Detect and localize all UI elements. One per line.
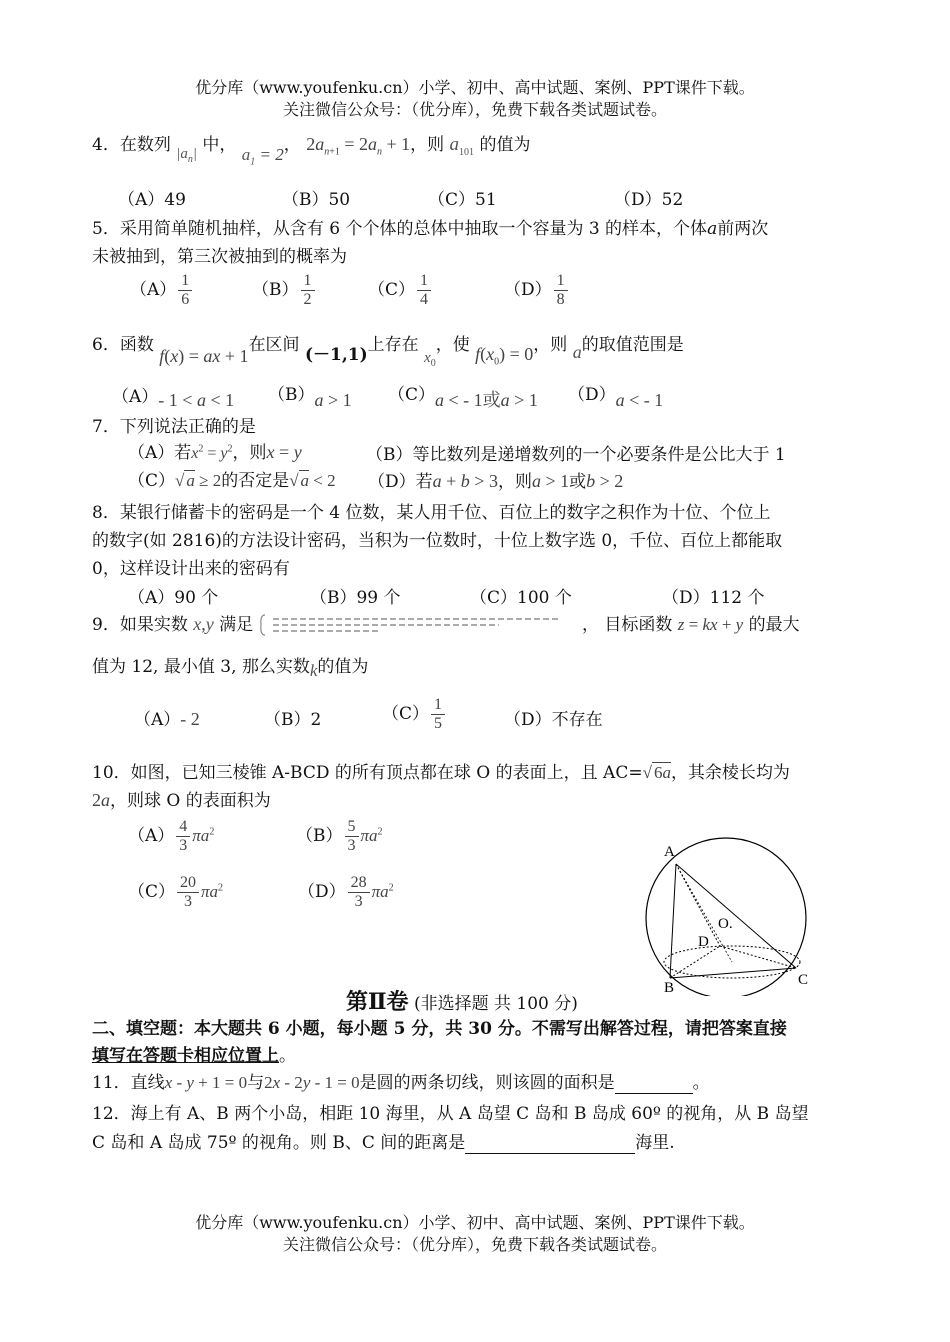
q10-c-fraction (177, 874, 199, 911)
q8-option-b: （B）99 个 (310, 588, 401, 608)
section-2-instruction-line-2 (92, 1041, 296, 1066)
q5-c-fraction (417, 272, 431, 309)
question-5-line-2: 未被抽到，第三次被抽到的概率为 (92, 247, 347, 267)
q10-d-label: （D） (298, 882, 346, 902)
q6-b-formula: a > 1 (314, 390, 352, 410)
question-8-line-2: 的数字(如 2816)的方法设计密码，当积为一位数时，十位上数字选 0，千位、百位上都能取 (92, 531, 783, 551)
label-a: A (664, 844, 675, 860)
q6-d-formula: a < - 1 (615, 390, 664, 410)
q5-a-fraction (178, 272, 192, 309)
edge-ac (676, 864, 796, 968)
q8-option-d: （D）112 个 (662, 588, 765, 608)
label-c: C (798, 972, 809, 988)
q4-option-b: （B）50 (282, 190, 351, 210)
q5-d-den: 8 (556, 291, 565, 308)
q6-interval: (－1,1) (304, 345, 368, 365)
q6-option-c (388, 380, 538, 412)
q6-formula-f: f(x) = ax + 1 (159, 346, 249, 366)
question-8-line-3: 0，这样设计出来的密码有 (92, 559, 290, 579)
q10-line1b: ，其余棱长均为 (670, 763, 790, 783)
q9-c-fraction (431, 696, 445, 733)
q9-option-d: （D）不存在 (504, 710, 603, 730)
q5-line1b: 前两次 (717, 219, 769, 239)
q11-answer-blank[interactable] (615, 1073, 693, 1094)
q6-prefix: 6．函数 (92, 335, 154, 355)
q7-d-formula3: b > 2 (586, 471, 624, 491)
q9-line2b: 的值为 (317, 657, 369, 677)
q7-a-formula2: x = y (266, 442, 302, 462)
q5-c-den: 4 (420, 291, 429, 308)
label-d: D (698, 934, 709, 950)
q12-line2a: C 岛和 A 岛成 75º 的视角。则 B、C 间的距离是 (92, 1133, 466, 1153)
q9-formula-k: k (309, 661, 318, 680)
q5-c-num: 1 (417, 272, 431, 291)
q5-b-num: 1 (301, 272, 315, 291)
q9-t2: ， 目标函数 (581, 615, 673, 635)
question-5-line-1 (92, 214, 768, 239)
q10-c-den: 3 (184, 893, 193, 910)
q11-t2: 是圆的两条切线，则该圆的面积是 (359, 1073, 615, 1093)
q7-a-pre: （A）若 (128, 443, 192, 463)
q6-t5: 的取值范围是 (581, 335, 684, 355)
q4-formula-a101: $a_{101}$ (449, 134, 475, 158)
q6-c-formula: a < - 1或a > 1 (435, 390, 538, 410)
q7-d-mid: ，则 (497, 472, 532, 492)
q10-formula-2a: 2a (92, 790, 110, 810)
question-12-line-2 (92, 1128, 675, 1154)
section-2-instruction-line-1: 二、填空题：本大题共 6 小题，每小题 5 分，共 30 分。不需写出解答过程，请把答案直接 (92, 1019, 787, 1039)
q6-formula-x0: $x_0$ (424, 350, 436, 369)
q10-d-pi-a2: $\pi a^2$ (371, 882, 394, 901)
q9-formula-xy: x (193, 614, 202, 634)
q4-prefix: 4．在数列 (92, 135, 171, 155)
q6-t3: ，使 (435, 335, 470, 355)
q6-b-label: （B） (268, 385, 315, 405)
q10-c-pi-a2: $\pi a^2$ (201, 882, 224, 901)
q10-a-pi-a2: $\pi a^2$ (192, 826, 215, 845)
q6-t1: 在区间 (248, 335, 300, 355)
q5-b-fraction (301, 272, 315, 309)
q6-t2: 上存在 (367, 335, 419, 355)
q12-line2b: 海里. (635, 1133, 675, 1153)
section-2-heading (346, 985, 578, 1016)
q7-option-b: （B）等比数列是递增数列的一个必要条件是公比大于 1 (366, 445, 786, 465)
q10-a-fraction (176, 818, 190, 855)
q10-line1a: 10．如图，已知三棱锥 A-BCD 的所有顶点都在球 O 的表面上，且 AC= (92, 763, 643, 783)
q8-option-c: （C）100 个 (470, 588, 572, 608)
q6-d-label: （D） (568, 385, 616, 405)
question-9-line-1 (92, 610, 800, 638)
q9-c-label: （C） (382, 704, 430, 724)
q9-line2a: 值为 12, 最小值 3, 那么实数 (92, 657, 310, 677)
q9-option-b: （B）2 (264, 710, 322, 730)
q10-a-label: （A） (128, 826, 175, 846)
instr2-end: 。 (279, 1046, 296, 1066)
question-8-line-1: 8．某银行储蓄卡的密码是一个 4 位数，某人用千位、百位上的数字之积作为十位、个位上 (92, 503, 771, 523)
q6-option-a (112, 382, 234, 411)
label-o: O. (718, 916, 733, 932)
q7-option-a (128, 438, 302, 463)
q8-option-a: （A）90 个 (128, 588, 219, 608)
q10-option-c (128, 874, 223, 911)
question-7-title: 7．下列说法正确的是 (92, 417, 256, 437)
section-2-subtitle: (非选择题 共 100 分) (413, 994, 578, 1014)
q4-seq-formula: $|a_n|$ (176, 146, 197, 165)
q12-answer-blank[interactable] (465, 1133, 635, 1154)
edge-ab (670, 864, 676, 978)
q6-option-d (568, 380, 663, 411)
q7-c-formula1: √ a ≥ 2 (175, 471, 222, 490)
q7-a-mid: ，则 (232, 443, 267, 463)
q5-c-label: （C） (368, 280, 416, 300)
question-10-line-1 (92, 758, 790, 783)
q5-option-d (504, 272, 570, 309)
q9-option-c (382, 696, 447, 733)
q11-t1: 与 (247, 1073, 265, 1093)
q4-option-a: （A）49 (118, 190, 186, 210)
q10-c-num: 20 (177, 874, 199, 893)
q6-a-formula: - 1 < a < 1 (158, 390, 235, 410)
q9-a-label: （A） (134, 710, 181, 730)
q9-a-formula: - 2 (180, 709, 200, 729)
q5-line1: 5．采用简单随机抽样，从含有 6 个个体的总体中抽取一个容量为 3 的样本，个体 (92, 219, 708, 239)
q11-end: 。 (692, 1073, 710, 1093)
q7-option-d (368, 467, 623, 492)
question-6 (92, 330, 684, 369)
q9-comma: , (201, 614, 206, 634)
q10-b-fraction (345, 818, 359, 855)
q6-formula-a: a (572, 342, 582, 362)
header-line-2: 关注微信公众号：（优分库），免费下载各类试题试卷。 (282, 100, 667, 119)
q5-b-label: （B） (252, 280, 299, 300)
q9-t3: 的最大 (748, 615, 800, 635)
q9-option-a (134, 705, 200, 730)
q6-c-or: 或 (482, 390, 501, 410)
q10-a-den: 3 (179, 837, 188, 854)
q4-suffix: 的值为 (479, 135, 531, 155)
q4-mid1: 中， (202, 135, 237, 155)
q6-c-label: （C） (388, 385, 436, 405)
q10-a-num: 4 (176, 818, 190, 837)
q10-formula-sqrt6a: √ 6a (642, 763, 671, 782)
question-4 (92, 130, 530, 167)
q10-d-fraction (348, 874, 370, 911)
edge-dc (720, 946, 796, 968)
q4-mid3: ，则 (410, 135, 445, 155)
q11-prefix: 11．直线 (92, 1073, 165, 1093)
q5-option-b (252, 272, 317, 309)
q5-d-label: （D） (504, 280, 552, 300)
q7-d-or: 或 (569, 472, 587, 492)
q5-var: a (707, 219, 718, 239)
q9-t1: 满足 (219, 615, 254, 635)
q10-b-pi-a2: $\pi a^2$ (360, 826, 383, 845)
q5-a-den: 6 (181, 291, 190, 308)
footer-line-2: 关注微信公众号：（优分库），免费下载各类试题试卷。 (282, 1235, 667, 1254)
edge-bd (670, 946, 720, 978)
question-9-line-2 (92, 652, 368, 681)
q10-d-den: 3 (354, 893, 363, 910)
q6-a-label: （A） (112, 387, 159, 407)
q9-c-num: 1 (431, 696, 445, 715)
q11-formula-line1: x - y + 1 = 0 (164, 1073, 248, 1092)
q4-formula-a1: $a_1 = 2$ (241, 145, 284, 168)
q5-option-a (130, 272, 194, 309)
q7-d-formula2: a > 1 (531, 471, 570, 491)
q7-d-formula1: a + b > 3 (432, 471, 498, 491)
q9-formula-z: z = kx + y (677, 615, 744, 634)
q10-b-num: 5 (345, 818, 359, 837)
q4-option-c: （C）51 (428, 190, 497, 210)
q10-option-a (128, 818, 214, 855)
question-10-line-2 (92, 786, 271, 811)
q6-formula-fx0: $f(x_0) = 0$ (475, 344, 534, 368)
q11-formula-line2: 2x - 2y - 1 = 0 (264, 1073, 360, 1092)
q5-b-den: 2 (303, 291, 312, 308)
q10-b-den: 3 (347, 837, 356, 854)
q7-d-pre: （D）若 (368, 472, 433, 492)
footer-line-1: 优分库（www.youfenku.cn）小学、初中、高中试题、案例、PPT课件下载。 (195, 1213, 755, 1232)
q9-c-den: 5 (434, 715, 443, 732)
edge-bc (670, 968, 796, 978)
q6-t4: ，则 (533, 335, 568, 355)
q9-formula-y: y (205, 614, 214, 634)
q5-a-num: 1 (178, 272, 192, 291)
q10-d-num: 28 (348, 874, 370, 893)
q5-d-fraction (554, 272, 568, 309)
instr2-bold: 填写在答题卡相应位置上 (92, 1046, 279, 1066)
q9-prefix: 9．如果实数 (92, 615, 188, 635)
q5-option-c (368, 272, 433, 309)
label-b: B (664, 980, 675, 996)
q7-c-pre: （C） (128, 471, 176, 491)
q6-option-b (268, 380, 352, 411)
question-12-line-1: 12．海上有 A、B 两个小岛，相距 10 海里，从 A 岛望 C 岛和 B 岛成 60º 的视角，从 B 岛望 (92, 1104, 809, 1124)
q7-option-c (128, 466, 336, 491)
sphere-tetrahedron-figure (640, 836, 830, 996)
q10-line2: ，则球 O 的表面积为 (110, 791, 271, 811)
q5-a-label: （A） (130, 280, 177, 300)
q7-c-mid: 的否定是 (221, 471, 290, 491)
q5-d-num: 1 (554, 272, 568, 291)
q9-constraint-system-garbled (259, 612, 577, 638)
q10-b-label: （B） (296, 826, 343, 846)
q10-c-label: （C） (128, 882, 176, 902)
q4-mid2: ， (283, 135, 301, 155)
question-11 (92, 1068, 710, 1094)
q10-option-b (296, 818, 383, 855)
q4-option-d: （D）52 (614, 190, 684, 210)
q7-a-formula1: $x^2 = y^2$ (191, 443, 233, 462)
section-2-title: 第Ⅱ卷 (346, 989, 409, 1015)
q10-option-d (298, 874, 394, 911)
q7-c-formula2: √ a < 2 (289, 471, 336, 490)
q4-formula-recursion: $2a_{n+1} = 2a_n + 1$ (306, 134, 411, 158)
header-line-1: 优分库（www.youfenku.cn）小学、初中、高中试题、案例、PPT课件下载。 (195, 78, 755, 97)
